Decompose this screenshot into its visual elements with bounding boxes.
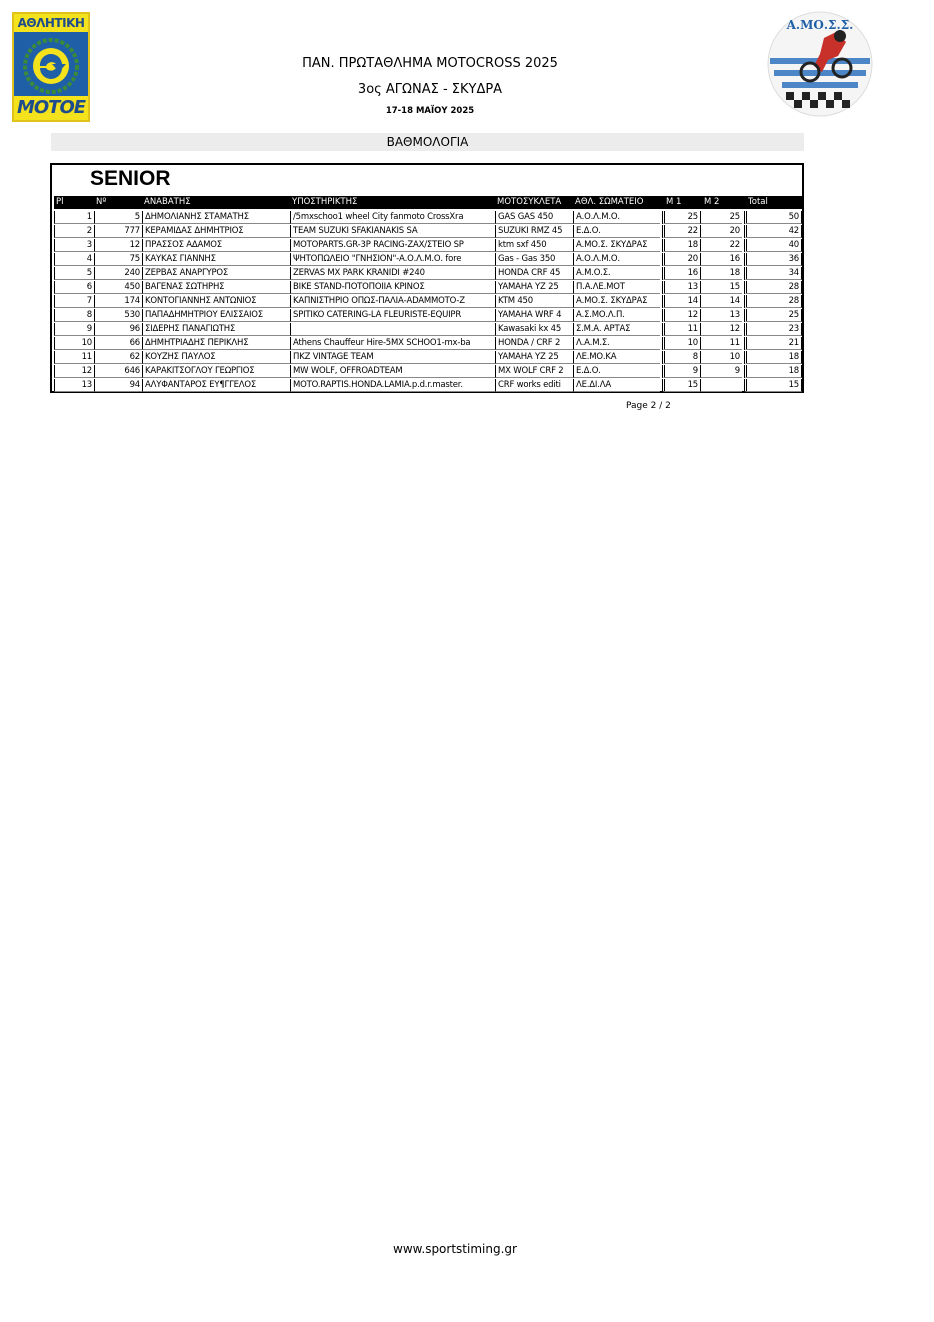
cell-m1: 16 <box>662 267 700 280</box>
col-header-rider: ΑΝΑΒΑΤΗΣ <box>144 197 191 207</box>
table-row <box>54 309 802 323</box>
col-header-bike: ΜΟΤΟΣΥΚΛΕΤΑ <box>497 197 562 207</box>
cell-club: Ε.Δ.Ο. <box>573 225 660 238</box>
cell-sponsor: TEAM SUZUKI SFAKIANAKIS SA <box>290 225 495 238</box>
cell-bike: YAMAHA YZ 25 <box>495 351 573 364</box>
cell-place: 2 <box>54 225 94 238</box>
cell-place: 11 <box>54 351 94 364</box>
table-row <box>54 267 802 281</box>
cell-total: 21 <box>744 337 802 350</box>
cell-bike: HONDA / CRF 2 <box>495 337 573 350</box>
cell-bike: MX WOLF CRF 2 <box>495 365 573 378</box>
cell-m2: 18 <box>700 267 742 280</box>
cell-total: 34 <box>744 267 802 280</box>
cell-bike: KTM 450 <box>495 295 573 308</box>
cell-m1: 14 <box>662 295 700 308</box>
cell-bike: ktm sxf 450 <box>495 239 573 252</box>
cell-number: 94 <box>94 379 142 392</box>
cell-rider: ΚΑΡΑΚΙΤΣΟΓΛΟΥ ΓΕΩΡΓΙΟΣ <box>142 365 290 378</box>
cell-total: 18 <box>744 351 802 364</box>
cell-sponsor: Athens Chauffeur Hire-5MX SCHOO1-mx-ba <box>290 337 495 350</box>
cell-m2: 9 <box>700 365 742 378</box>
cell-place: 3 <box>54 239 94 252</box>
cell-rider: ΑΛΥΦΑΝΤΑΡΟΣ ΕΥ¶ΓΓΕΛΟΣ <box>142 379 290 392</box>
cell-club: Α.ΜΟ.Σ. ΣΚΥΔΡΑΣ <box>573 239 660 252</box>
col-header-club: ΑΘΛ. ΣΩΜΑΤΕΙΟ <box>575 197 644 207</box>
cell-number: 646 <box>94 365 142 378</box>
cell-bike: Gas - Gas 350 <box>495 253 573 266</box>
cell-bike: YAMAHA WRF 4 <box>495 309 573 322</box>
cell-m1: 25 <box>662 211 700 224</box>
logo-top-text: ΑΘΛΗΤΙΚΗ <box>14 14 88 32</box>
col-header-m2: M 2 <box>704 197 720 207</box>
cell-number: 75 <box>94 253 142 266</box>
cell-total: 28 <box>744 281 802 294</box>
cell-club: Λ.Α.Μ.Σ. <box>573 337 660 350</box>
cell-rider: ΚΟΥΖΗΣ ΠΑΥΛΟΣ <box>142 351 290 364</box>
table-row <box>54 281 802 295</box>
cell-total: 23 <box>744 323 802 336</box>
table-row <box>54 211 802 225</box>
cell-m2: 10 <box>700 351 742 364</box>
page-number: Page 2 / 2 <box>626 401 671 411</box>
category-title: SENIOR <box>90 167 171 190</box>
cell-m2 <box>700 379 742 392</box>
cell-club: Α.Ο.Λ.Μ.Ο. <box>573 211 660 224</box>
cell-club: Α.Σ.ΜΟ.Λ.Π. <box>573 309 660 322</box>
cell-place: 4 <box>54 253 94 266</box>
cell-bike: HONDA CRF 45 <box>495 267 573 280</box>
cell-m1: 18 <box>662 239 700 252</box>
cell-club: ΛΕ.ΔΙ.ΛΑ <box>573 379 660 392</box>
cell-m2: 15 <box>700 281 742 294</box>
cell-club: Α.Ο.Λ.Μ.Ο. <box>573 253 660 266</box>
table-row <box>54 323 802 337</box>
footer-website: www.sportstiming.gr <box>393 1242 517 1256</box>
cell-m1: 9 <box>662 365 700 378</box>
cell-place: 13 <box>54 379 94 392</box>
cell-m1: 12 <box>662 309 700 322</box>
cell-number: 530 <box>94 309 142 322</box>
cell-club: Π.Α.ΛΕ.ΜΟΤ <box>573 281 660 294</box>
cell-rider: ΚΑΥΚΑΣ ΓΙΑΝΝΗΣ <box>142 253 290 266</box>
cell-sponsor <box>290 323 495 336</box>
cell-total: 42 <box>744 225 802 238</box>
table-row <box>54 365 802 379</box>
logo-bottom-text: MOTOE <box>14 96 88 120</box>
table-row <box>54 295 802 309</box>
federation-logo <box>12 12 90 122</box>
table-row <box>54 351 802 365</box>
cell-rider: ΚΟΝΤΟΓΙΑΝΝΗΣ ΑΝΤΩΝΙΟΣ <box>142 295 290 308</box>
cell-m2: 25 <box>700 211 742 224</box>
cell-rider: ΖΕΡΒΑΣ ΑΝΑΡΓΥΡΟΣ <box>142 267 290 280</box>
col-header-m1: M 1 <box>666 197 682 207</box>
cell-rider: ΠΑΠΑΔΗΜΗΤΡΙΟΥ ΕΛΙΣΣΑΙΟΣ <box>142 309 290 322</box>
cell-club: Α.ΜΟ.Σ. ΣΚΥΔΡΑΣ <box>573 295 660 308</box>
col-header-pl: Pl <box>56 197 64 207</box>
cell-m2: 14 <box>700 295 742 308</box>
table-row <box>54 225 802 239</box>
cell-bike: GAS GAS 450 <box>495 211 573 224</box>
col-header-total: Total <box>748 197 768 207</box>
cell-sponsor: BIKE STAND-ΠΟΤΟΠΟΙΙΑ ΚΡΙΝΟΣ <box>290 281 495 294</box>
club-logo <box>766 10 874 118</box>
cell-sponsor: /5mxschoo1 wheel City fanmoto CrossXra <box>290 211 495 224</box>
event-subtitle: 3ος ΑΓΩΝΑΣ - ΣΚΥΔΡΑ <box>357 82 503 97</box>
cell-number: 66 <box>94 337 142 350</box>
cell-place: 9 <box>54 323 94 336</box>
cell-total: 36 <box>744 253 802 266</box>
cell-total: 18 <box>744 365 802 378</box>
cell-total: 40 <box>744 239 802 252</box>
cell-sponsor: ZERVAS MX PARK KRANIDI #240 <box>290 267 495 280</box>
cell-club: Ε.Δ.Ο. <box>573 365 660 378</box>
cell-place: 5 <box>54 267 94 280</box>
cell-m1: 13 <box>662 281 700 294</box>
cell-rider: ΔΗΜΟΛΙΑΝΗΣ ΣΤΑΜΑΤΗΣ <box>142 211 290 224</box>
cell-rider: ΔΗΜΗΤΡΙΑΔΗΣ ΠΕΡΙΚΛΗΣ <box>142 337 290 350</box>
cell-number: 96 <box>94 323 142 336</box>
table-row <box>54 239 802 253</box>
cell-bike: CRF works editi <box>495 379 573 392</box>
cell-rider: ΣΙΔΕΡΗΣ ΠΑΝΑΓΙΩΤΗΣ <box>142 323 290 336</box>
cell-sponsor: ΚΑΠΝΙΣΤΗΡΙΟ ΟΠΩΣ-ΠΑΛΙΑ-ADAMMOTO-Z <box>290 295 495 308</box>
cell-sponsor: ΠΚΖ VINTAGE TEAM <box>290 351 495 364</box>
cell-place: 10 <box>54 337 94 350</box>
cell-rider: ΠΡΑΣΣΟΣ ΑΔΑΜΟΣ <box>142 239 290 252</box>
cell-total: 50 <box>744 211 802 224</box>
cell-sponsor: ΨΗΤΟΠΩΛΕΙΟ "ΓΝΗΣΙΟΝ"-Α.Ο.Λ.Μ.Ο. fore <box>290 253 495 266</box>
cell-total: 15 <box>744 379 802 392</box>
cell-sponsor: MW WOLF, OFFROADTEAM <box>290 365 495 378</box>
cell-m2: 11 <box>700 337 742 350</box>
cell-m1: 10 <box>662 337 700 350</box>
col-header-sponsor: ΥΠΟΣΤΗΡΙΚΤΗΣ <box>292 197 358 207</box>
cell-place: 12 <box>54 365 94 378</box>
cell-m1: 20 <box>662 253 700 266</box>
cell-m1: 8 <box>662 351 700 364</box>
event-title: ΠΑΝ. ΠΡΩΤΑΘΛΗΜΑ MOTOCROSS 2025 <box>302 56 558 71</box>
cell-m2: 22 <box>700 239 742 252</box>
cell-place: 1 <box>54 211 94 224</box>
cell-sponsor: MOTO.RAPTIS.HONDA.LAMIA.p.d.r.master. <box>290 379 495 392</box>
cell-rider: ΚΕΡΑΜΙΔΑΣ ΔΗΜΗΤΡΙΟΣ <box>142 225 290 238</box>
cell-club: ΛΕ.ΜΟ.ΚΑ <box>573 351 660 364</box>
cell-place: 6 <box>54 281 94 294</box>
cell-total: 28 <box>744 295 802 308</box>
table-row <box>54 379 802 393</box>
cell-number: 240 <box>94 267 142 280</box>
cell-rider: ΒΑΓΕΝΑΣ ΣΩΤΗΡΗΣ <box>142 281 290 294</box>
cell-number: 450 <box>94 281 142 294</box>
cell-number: 174 <box>94 295 142 308</box>
cell-number: 12 <box>94 239 142 252</box>
table-row <box>54 337 802 351</box>
cell-number: 62 <box>94 351 142 364</box>
section-title: ΒΑΘΜΟΛΟΓΙΑ <box>51 133 804 151</box>
table-body <box>54 211 802 393</box>
standings-table <box>50 163 804 393</box>
event-date: 17-18 ΜΑΪΟΥ 2025 <box>385 106 475 116</box>
cell-m2: 20 <box>700 225 742 238</box>
cell-place: 8 <box>54 309 94 322</box>
cell-sponsor: SPITIKO CATERING-LA FLEURISTE-EQUIPR <box>290 309 495 322</box>
table-row <box>54 253 802 267</box>
col-header-no: Nº <box>96 197 107 207</box>
cell-m1: 22 <box>662 225 700 238</box>
cell-club: Σ.Μ.Α. ΑΡΤΑΣ <box>573 323 660 336</box>
cell-number: 777 <box>94 225 142 238</box>
cell-m2: 16 <box>700 253 742 266</box>
cell-m2: 13 <box>700 309 742 322</box>
cell-bike: YAMAHA YZ 25 <box>495 281 573 294</box>
cell-m1: 11 <box>662 323 700 336</box>
club-logo-text: Α.ΜΟ.Σ.Σ. <box>786 18 854 32</box>
cell-sponsor: MOTOPARTS.GR-3P RACING-ZAX/ΣΤΕΙΟ SP <box>290 239 495 252</box>
cell-number: 5 <box>94 211 142 224</box>
table-header <box>54 196 802 209</box>
cell-total: 25 <box>744 309 802 322</box>
cell-place: 7 <box>54 295 94 308</box>
cell-m2: 12 <box>700 323 742 336</box>
cell-bike: SUZUKI RMZ 45 <box>495 225 573 238</box>
cell-m1: 15 <box>662 379 700 392</box>
laurel-emblem-icon <box>20 34 82 96</box>
cell-club: Α.Μ.Ο.Σ. <box>573 267 660 280</box>
cell-bike: Kawasaki kx 45 <box>495 323 573 336</box>
